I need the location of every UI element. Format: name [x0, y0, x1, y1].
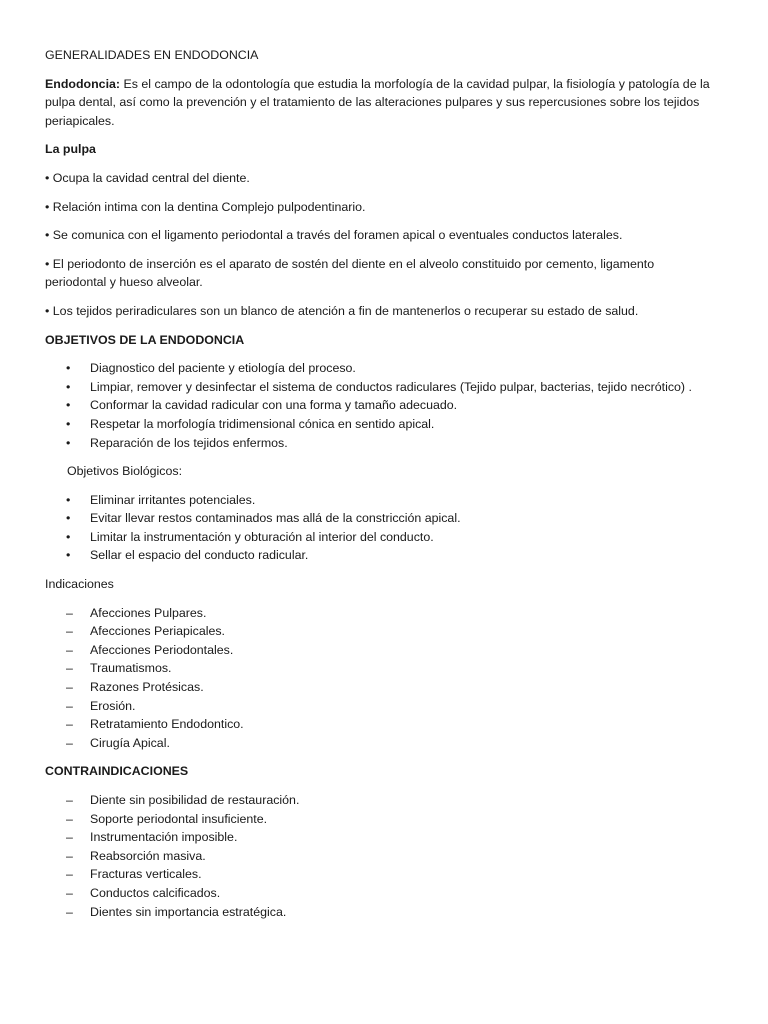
- pulpa-item: • El periodonto de inserción es el aparato de sostén del diente en el alveolo constituido por cemento, ligamento periodontal y hueso alveolar.: [45, 256, 655, 290]
- list-item: [45, 509, 716, 528]
- list-item-text: Traumatismos.: [90, 661, 172, 676]
- contraindicaciones-list: [45, 791, 716, 921]
- indicaciones-heading: Indicaciones: [45, 577, 114, 592]
- list-item-text: Limpiar, remover y desinfectar el sistema de conductos radiculares (Tejido pulpar, bacterias, tejido necrótico) .: [90, 379, 692, 394]
- list-item: [45, 434, 716, 453]
- dash-marker: –: [66, 848, 73, 863]
- list-item-text: Diagnostico del paciente y etiología del proceso.: [90, 361, 356, 376]
- list-item-text: Limitar la instrumentación y obturación al interior del conducto.: [90, 529, 434, 544]
- bullet-marker: •: [66, 511, 71, 526]
- dash-marker: –: [66, 793, 73, 807]
- bullet-marker: •: [66, 416, 71, 431]
- dash-marker: –: [66, 867, 73, 882]
- list-item-text: Sellar el espacio del conducto radicular.: [90, 548, 309, 563]
- intro-paragraph: [45, 75, 716, 131]
- bullet-marker: •: [66, 548, 71, 563]
- list-item: [45, 528, 716, 547]
- bullet-marker: •: [66, 529, 71, 544]
- list-item-text: Instrumentación imposible.: [90, 830, 238, 845]
- list-item: [45, 697, 716, 716]
- list-item-text: Reabsorción masiva.: [90, 848, 206, 863]
- pulpa-item: • Los tejidos periradiculares son un blanco de atención a fin de mantenerlos o recuperar su estado de salud.: [45, 303, 639, 318]
- document-title: GENERALIDADES EN ENDODONCIA: [45, 48, 259, 62]
- list-item-text: Afecciones Pulpares.: [90, 605, 207, 620]
- list-item-text: Cirugía Apical.: [90, 735, 170, 750]
- list-item: [45, 715, 716, 734]
- list-item-text: Afecciones Periapicales.: [90, 624, 225, 639]
- biologicos-heading: Objetivos Biológicos:: [67, 464, 183, 479]
- list-item-text: Conformar la cavidad radicular con una forma y tamaño adecuado.: [90, 398, 458, 413]
- list-item: [45, 622, 716, 641]
- list-item: [45, 604, 716, 623]
- pulpa-list: [45, 169, 716, 321]
- objetivos-list: [45, 359, 716, 452]
- dash-marker: –: [66, 661, 73, 676]
- dash-marker: –: [66, 830, 73, 845]
- pulpa-heading: La pulpa: [45, 142, 96, 157]
- list-item: [45, 491, 716, 510]
- list-item-text: Conductos calcificados.: [90, 885, 221, 900]
- bullet-marker: •: [66, 379, 71, 394]
- list-item: [45, 641, 716, 660]
- dash-marker: –: [66, 605, 73, 620]
- list-item: [45, 810, 716, 829]
- bullet-marker: •: [66, 361, 71, 376]
- list-item: [45, 903, 716, 922]
- list-item-text: Eliminar irritantes potenciales.: [90, 492, 256, 507]
- list-item: [45, 847, 716, 866]
- list-item: [45, 359, 716, 378]
- list-item: [45, 791, 716, 810]
- list-item-text: Erosión.: [90, 698, 136, 713]
- list-item: [45, 415, 716, 434]
- dash-marker: –: [66, 642, 73, 657]
- list-item-text: Reparación de los tejidos enfermos.: [90, 435, 288, 450]
- list-item: [45, 865, 716, 884]
- pulpa-item: • Relación intima con la dentina Complejo pulpodentinario.: [45, 199, 366, 214]
- dash-marker: –: [66, 904, 73, 919]
- pulpa-item: • Ocupa la cavidad central del diente.: [45, 170, 250, 185]
- intro-term: Endodoncia:: [45, 76, 121, 91]
- biologicos-list: [45, 491, 716, 565]
- list-item-text: Dientes sin importancia estratégica.: [90, 904, 287, 919]
- list-item: [45, 734, 716, 753]
- indicaciones-list: [45, 604, 716, 753]
- list-item: [45, 678, 716, 697]
- dash-marker: –: [66, 735, 73, 750]
- list-item-text: Evitar llevar restos contaminados mas allá de la constricción apical.: [90, 511, 461, 526]
- bullet-marker: •: [66, 492, 71, 507]
- dash-marker: –: [66, 811, 73, 826]
- list-item-text: Respetar la morfología tridimensional cónica en sentido apical.: [90, 416, 435, 431]
- objetivos-heading: OBJETIVOS DE LA ENDODONCIA: [45, 332, 245, 347]
- pulpa-item: • Se comunica con el ligamento periodontal a través del foramen apical o eventuales conductos laterales.: [45, 228, 623, 243]
- dash-marker: –: [66, 624, 73, 639]
- list-item-text: Retratamiento Endodontico.: [90, 717, 244, 732]
- bullet-marker: •: [66, 398, 71, 413]
- list-item: [45, 828, 716, 847]
- list-item: [45, 396, 716, 415]
- list-item-text: Afecciones Periodontales.: [90, 642, 234, 657]
- list-item: [45, 659, 716, 678]
- bullet-marker: •: [66, 435, 71, 450]
- intro-text: Es el campo de la odontología que estudia la morfología de la cavidad pulpar, la fisiología y patología de la pulpa dental, así como la prevención y el tratamiento de las alteraciones pulpares y sus repercusiones sobre los tejidos periapicales.: [45, 76, 710, 128]
- list-item: [45, 546, 716, 565]
- list-item: [45, 884, 716, 903]
- list-item: [45, 378, 716, 397]
- list-item-text: Fracturas verticales.: [90, 867, 202, 882]
- dash-marker: –: [66, 698, 73, 713]
- list-item-text: Diente sin posibilidad de restauración.: [90, 793, 300, 807]
- contraindicaciones-heading: CONTRAINDICACIONES: [45, 764, 189, 779]
- dash-marker: –: [66, 680, 73, 695]
- list-item-text: Razones Protésicas.: [90, 680, 204, 695]
- dash-marker: –: [66, 717, 73, 732]
- list-item-text: Soporte periodontal insuficiente.: [90, 811, 268, 826]
- dash-marker: –: [66, 885, 73, 900]
